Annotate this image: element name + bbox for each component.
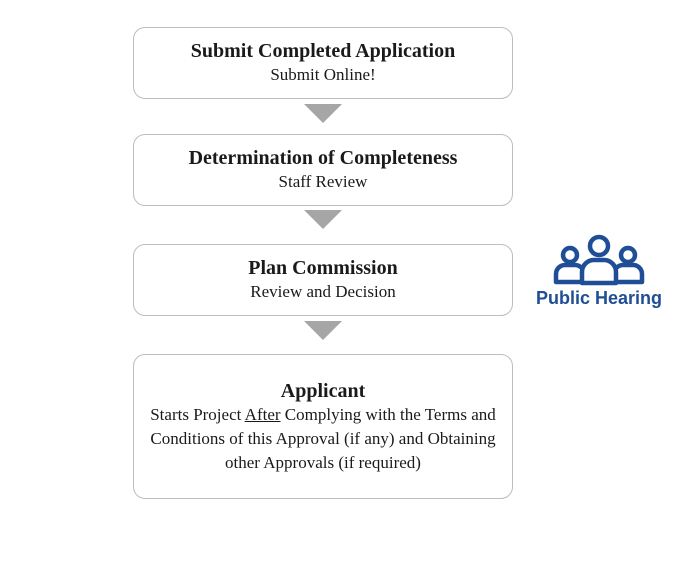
step-description (134, 403, 512, 475)
down-arrow-icon (304, 104, 342, 123)
public-hearing-callout (524, 234, 674, 309)
step-title: Determination of Completeness (188, 147, 458, 169)
desc-before: Starts Project (150, 404, 245, 424)
people-group-icon (524, 234, 674, 286)
public-hearing-label: Public Hearing (535, 288, 663, 308)
step-subtitle: Submit Online! (270, 65, 376, 84)
down-arrow-icon (304, 210, 342, 229)
step-plan-commission (133, 244, 513, 316)
step-title: Submit Completed Application (190, 40, 456, 62)
step-title: Applicant (280, 379, 366, 402)
step-title: Plan Commission (248, 257, 398, 279)
step-subtitle: Staff Review (278, 172, 368, 191)
desc-emphasis: After (244, 404, 281, 424)
desc-after: Complying with the Terms and Conditions of this Approval (if any) and Obtaining other Approvals (if required) (150, 404, 496, 472)
down-arrow-icon (304, 321, 342, 340)
step-submit-application (133, 27, 513, 99)
step-subtitle: Review and Decision (250, 282, 396, 301)
step-completeness-determination (133, 134, 513, 206)
step-applicant (133, 354, 513, 499)
